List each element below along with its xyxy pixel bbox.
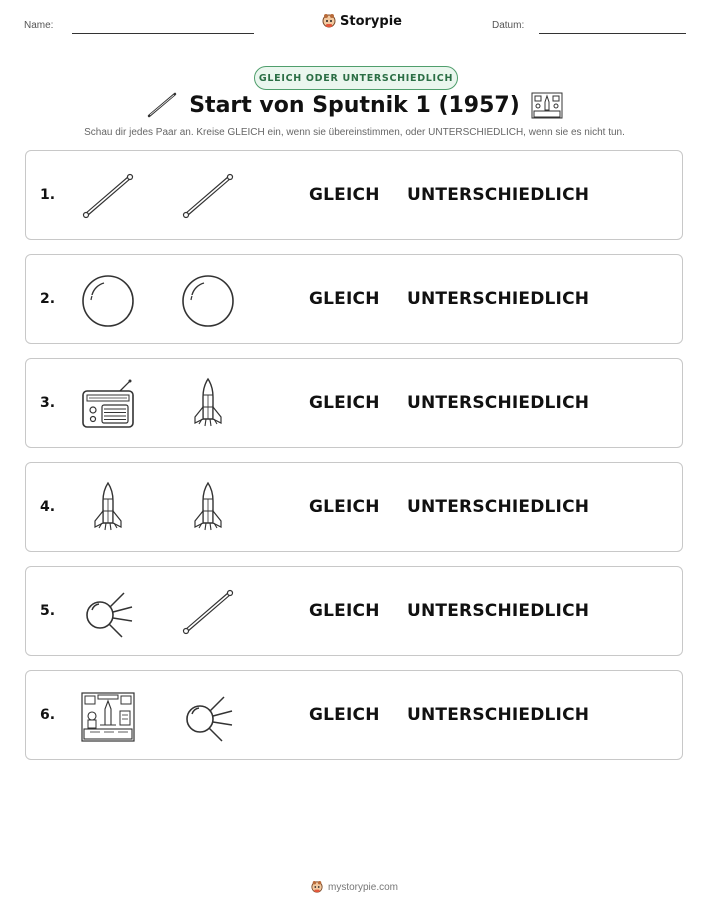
control-room-icon [80,689,136,745]
pair-row-2 [25,254,683,344]
row-number: 6. [40,707,56,723]
pair-row-4 [25,462,683,552]
row-number: 5. [40,603,56,619]
rocket-icon [80,481,136,537]
radio-icon [80,377,136,433]
sphere-icon [80,273,136,329]
name-label: Name: [24,20,54,31]
footer-url[interactable]: mystorypie.com [327,881,398,893]
row-number: 3. [40,395,56,411]
row-number: 4. [40,499,56,515]
option-different[interactable]: UNTERSCHIEDLICH [407,393,590,413]
control-room-icon [530,90,564,120]
brand-name: Storypie [340,13,402,29]
date-label: Datum: [492,20,525,31]
sphere-icon [180,273,236,329]
instructions: Schau dir jedes Paar an. Kreise GLEICH ein, wenn sie übereinstimmen, oder UNTERSCHIEDLICH, wenn sie es nicht tun. [84,127,625,138]
option-same[interactable]: GLEICH [309,497,380,517]
pair-row-5 [25,566,683,656]
footer [0,880,709,894]
brand-logo [322,13,402,29]
pair-row-6 [25,670,683,760]
option-different[interactable]: UNTERSCHIEDLICH [407,601,590,621]
option-same[interactable]: GLEICH [309,289,380,309]
option-different[interactable]: UNTERSCHIEDLICH [407,497,590,517]
rocket-icon [180,377,236,433]
option-different[interactable]: UNTERSCHIEDLICH [407,289,590,309]
sputnik-icon [180,689,236,745]
antenna-rod-icon [180,169,236,225]
row-number: 2. [40,291,56,307]
sputnik-icon [80,585,136,641]
option-same[interactable]: GLEICH [309,393,380,413]
antenna-rod-icon [145,90,179,120]
pair-row-3 [25,358,683,448]
activity-type-badge: GLEICH ODER UNTERSCHIEDLICH [254,66,458,90]
option-different[interactable]: UNTERSCHIEDLICH [407,185,590,205]
pair-row-1 [25,150,683,240]
antenna-rod-icon [80,169,136,225]
antenna-rod-icon [180,585,236,641]
row-number: 1. [40,187,56,203]
date-field[interactable] [539,33,686,34]
page-title: Start von Sputnik 1 (1957) [189,92,520,118]
option-same[interactable]: GLEICH [309,705,380,725]
storypie-mascot-icon [311,880,323,894]
storypie-mascot-icon [322,13,336,29]
option-different[interactable]: UNTERSCHIEDLICH [407,705,590,725]
option-same[interactable]: GLEICH [309,185,380,205]
name-field[interactable] [72,33,254,34]
rocket-icon [180,481,236,537]
option-same[interactable]: GLEICH [309,601,380,621]
title-row [0,90,709,120]
